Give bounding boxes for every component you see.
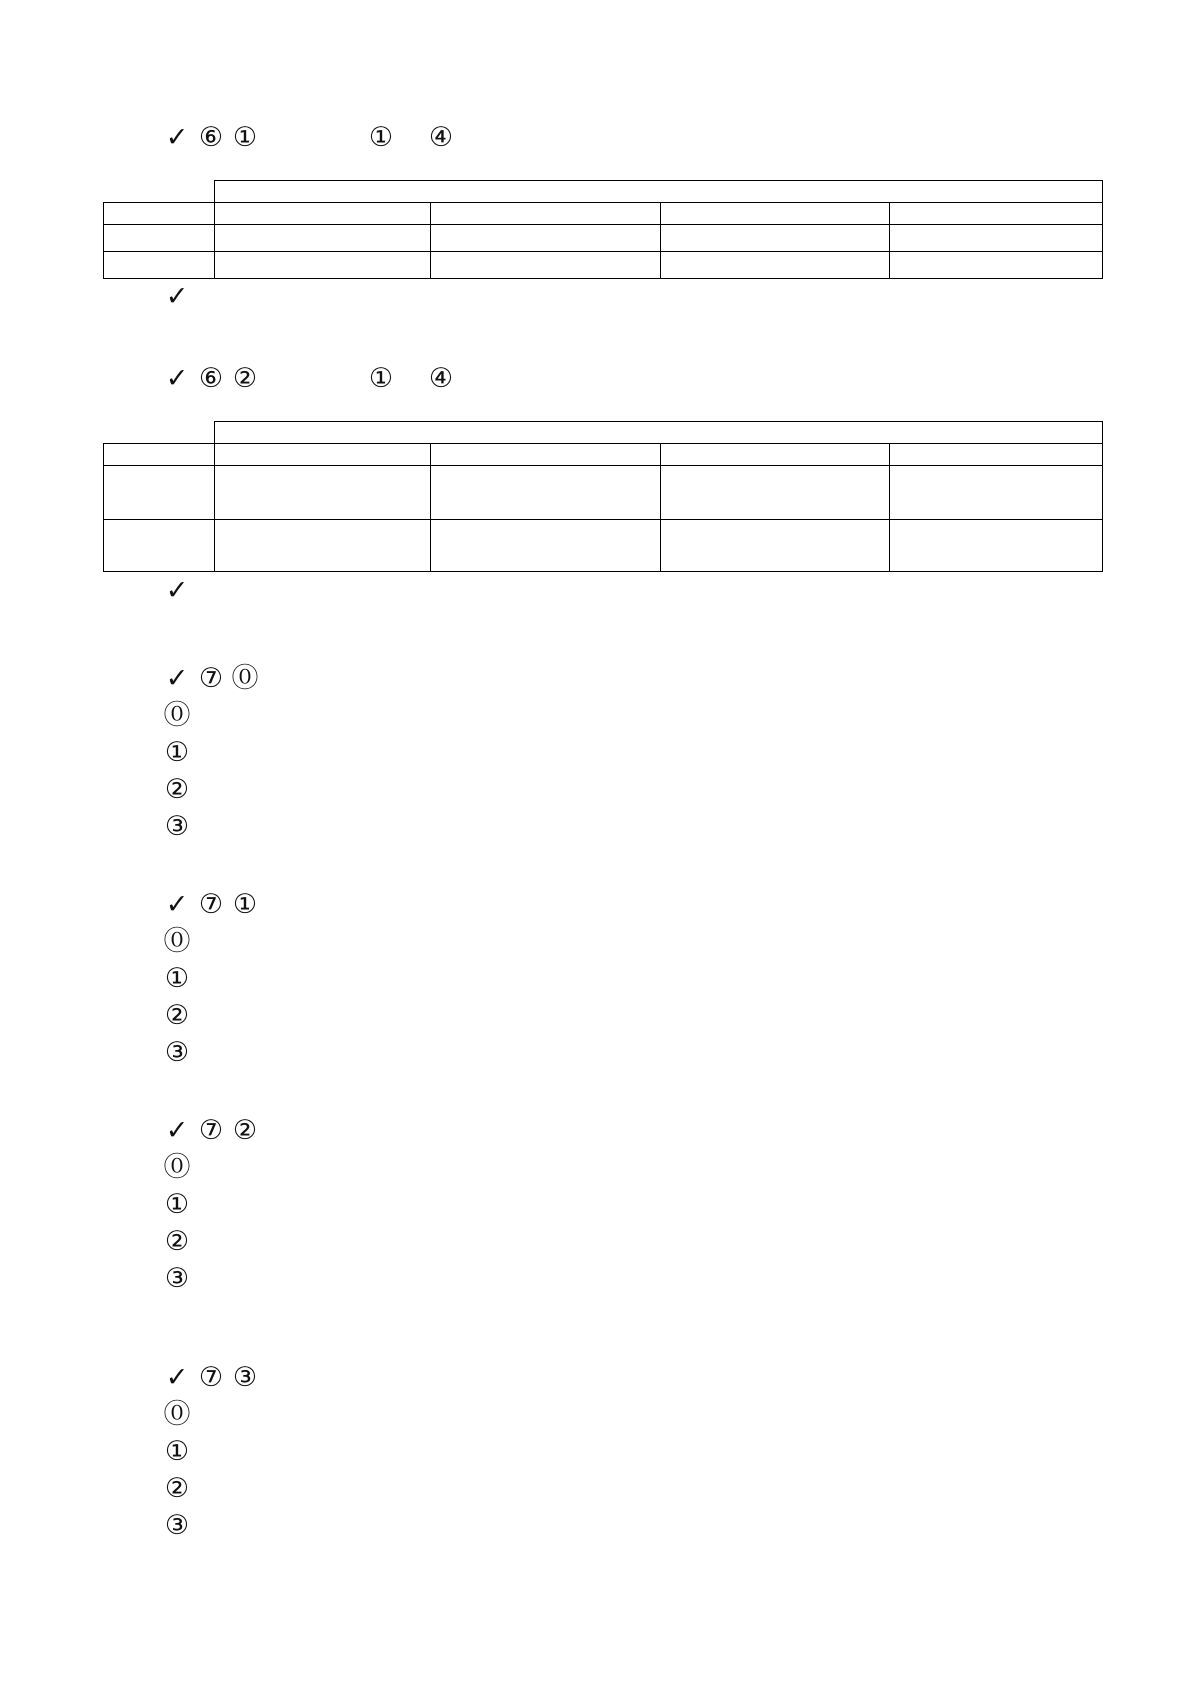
q62-range-end: ④ [428, 363, 454, 394]
circled-digit: ⑦ [198, 663, 224, 694]
q70-option-0: ⓪ [163, 700, 191, 731]
table-cell [431, 225, 661, 252]
table-row [104, 181, 1103, 203]
q70-option-1: ① [164, 737, 190, 768]
circled-digit: ⑥ [198, 122, 224, 153]
table-cell [215, 225, 431, 252]
circled-digit: ① [232, 122, 258, 153]
table-row [104, 225, 1103, 252]
table-cell [104, 252, 215, 279]
q62-note-check-icon: ✓ [165, 575, 189, 606]
table-cell [215, 422, 1103, 444]
q62-table [103, 421, 1103, 572]
circled-digit: ① [232, 889, 258, 920]
table-cell [890, 520, 1103, 572]
table-row [104, 203, 1103, 225]
q72-option-0: ⓪ [163, 1152, 191, 1183]
q61-range-end: ④ [428, 122, 454, 153]
q73-heading [160, 1362, 262, 1394]
q70-heading [160, 663, 262, 695]
q71-heading [160, 889, 262, 921]
circled-digit: ⑦ [198, 1115, 224, 1146]
q70-option-3: ③ [164, 811, 190, 842]
q62-heading [160, 363, 262, 395]
table-cell [431, 520, 661, 572]
table-row [104, 252, 1103, 279]
table-row [104, 444, 1103, 466]
check-icon: ✓ [165, 663, 189, 694]
table-cell [890, 203, 1103, 225]
circled-digit: ⑥ [198, 363, 224, 394]
q73-option-3: ③ [164, 1510, 190, 1541]
q72-option-3: ③ [164, 1263, 190, 1294]
table-cell [104, 203, 215, 225]
circled-digit: ③ [232, 1362, 258, 1393]
table-cell [104, 444, 215, 466]
table-cell [661, 252, 890, 279]
check-icon: ✓ [165, 363, 189, 394]
circled-digit: ② [232, 1115, 258, 1146]
circled-digit: ⑦ [198, 1362, 224, 1393]
table-cell [104, 225, 215, 252]
table-row [104, 520, 1103, 572]
table-cell [215, 181, 1103, 203]
table-cell [661, 444, 890, 466]
table-cell [215, 520, 431, 572]
q73-option-0: ⓪ [163, 1399, 191, 1430]
q61-note-check-icon: ✓ [165, 281, 189, 312]
table-cell [661, 203, 890, 225]
q61-table [103, 180, 1103, 279]
check-icon: ✓ [165, 1115, 189, 1146]
table-row [104, 422, 1103, 444]
table-cell [661, 225, 890, 252]
table-cell [215, 203, 431, 225]
q71-option-0: ⓪ [163, 926, 191, 957]
q73-option-1: ① [164, 1436, 190, 1467]
table-cell [890, 225, 1103, 252]
table-cell [215, 466, 431, 520]
circled-digit: ⓪ [231, 663, 259, 694]
q62-range-start: ① [368, 363, 394, 394]
q71-option-2: ② [164, 1000, 190, 1031]
circled-digit: ⑦ [198, 889, 224, 920]
table-cell [661, 466, 890, 520]
q73-option-2: ② [164, 1473, 190, 1504]
table-cell [215, 444, 431, 466]
table-cell [661, 520, 890, 572]
circled-digit: ② [232, 363, 258, 394]
table-cell [104, 520, 215, 572]
table-cell [431, 444, 661, 466]
check-icon: ✓ [165, 889, 189, 920]
q71-option-3: ③ [164, 1037, 190, 1068]
table-cell [890, 466, 1103, 520]
table-cell [431, 252, 661, 279]
q71-option-1: ① [164, 963, 190, 994]
table-cell [890, 252, 1103, 279]
q72-option-2: ② [164, 1226, 190, 1257]
table-cell [890, 444, 1103, 466]
table-cell [431, 466, 661, 520]
q61-range-start: ① [368, 122, 394, 153]
check-icon: ✓ [165, 122, 189, 153]
q61-heading [160, 122, 262, 154]
table-cell [215, 252, 431, 279]
q72-option-1: ① [164, 1189, 190, 1220]
q72-heading [160, 1115, 262, 1147]
check-icon: ✓ [165, 1362, 189, 1393]
table-cell [431, 203, 661, 225]
q70-option-2: ② [164, 774, 190, 805]
table-row [104, 466, 1103, 520]
table-cell [104, 466, 215, 520]
